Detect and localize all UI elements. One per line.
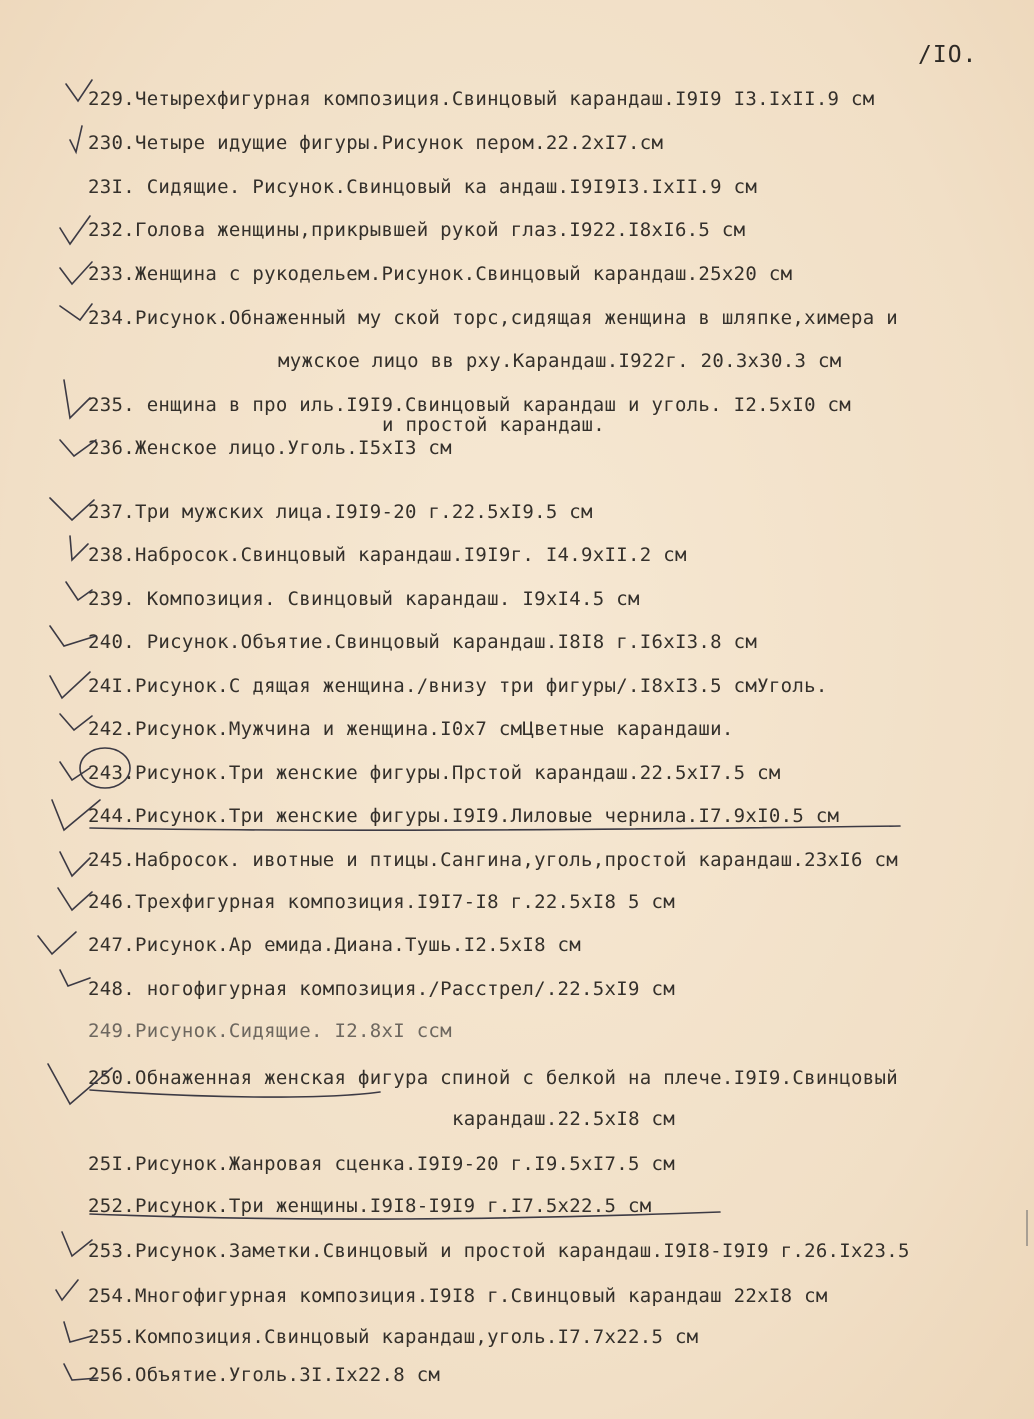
check-mark-icon — [58, 888, 92, 910]
page-number: /IO. — [918, 42, 978, 68]
check-mark-icon — [38, 932, 76, 954]
underline — [90, 1090, 380, 1097]
list-item: 243.Рисунок.Три женские фигуры.Прстой карандаш.22.5xI7.5 см — [88, 762, 781, 784]
list-item: 254.Многофигурная композиция.I9I8 г.Свинцовый карандаш 22xI8 см — [88, 1285, 828, 1307]
list-item-continuation: мужское лицо вв рху.Карандаш.I922г. 20.3x30.3 см — [278, 350, 842, 372]
check-mark-icon — [64, 380, 90, 418]
list-item: 237.Три мужских лица.I9I9-20 г.22.5xI9.5 см — [88, 501, 593, 523]
check-mark-icon — [56, 1280, 78, 1300]
list-item: 234.Рисунок.Обнаженный му ской торс,сидящая женщина в шляпке,химера и — [88, 307, 898, 329]
check-mark-icon — [70, 126, 82, 152]
list-item-continuation: карандаш.22.5xI8 см — [452, 1108, 676, 1130]
list-item: 232.Голова женщины,прикрывшей рукой глаз.I922.I8xI6.5 см — [88, 219, 746, 241]
list-item: 255.Композиция.Свинцовый карандаш,уголь.I7.7x22.5 см — [88, 1326, 699, 1348]
list-item: 247.Рисунок.Ар емида.Диана.Тушь.I2.5xI8 см — [88, 934, 582, 956]
list-item: 249.Рисунок.Сидящие. I2.8xI ссм — [88, 1020, 452, 1042]
list-item: 235. енщина в про иль.I9I9.Свинцовый карандаш и уголь. I2.5xI0 см — [88, 394, 852, 416]
margin-mark — [1026, 1210, 1028, 1246]
check-mark-icon — [60, 852, 90, 876]
list-item: 229.Четырехфигурная композиция.Свинцовый карандаш.I9I9 I3.IxII.9 см — [88, 88, 875, 110]
check-mark-icon — [60, 970, 90, 986]
list-item: 245.Набросок. ивотные и птицы.Сангина,уголь,простой карандаш.23xI6 см — [88, 849, 898, 871]
list-item: 240. Рисунок.Объятие.Свинцовый карандаш.I8I8 г.I6xI3.8 см — [88, 631, 758, 653]
list-item: 250.Обнаженная женская фигура спиной с белкой на плече.I9I9.Свинцовый — [88, 1067, 898, 1089]
list-item: 256.Объятие.Уголь.3I.Ix22.8 см — [88, 1364, 441, 1386]
check-mark-icon — [60, 762, 90, 780]
list-item: 242.Рисунок.Мужчина и женщина.I0x7 смЦветные карандаши. — [88, 718, 734, 740]
list-item: 236.Женское лицо.Уголь.I5xI3 см — [88, 437, 452, 459]
list-item: 230.Четыре идущие фигуры.Рисунок пером.22.2xI7.см — [88, 132, 664, 154]
list-item-insertion: и простой карандаш. — [382, 414, 606, 436]
list-item: 23I. Сидящие. Рисунок.Свинцовый ка андаш.I9I9I3.IxII.9 см — [88, 176, 758, 198]
list-item: 252.Рисунок.Три женщины.I9I8-I9I9 г.I7.5x22.5 см — [88, 1195, 652, 1217]
list-item: 24I.Рисунок.С дящая женщина./внизу три фигуры/.I8xI3.5 смУголь. — [88, 675, 828, 697]
check-mark-icon — [50, 672, 90, 698]
check-mark-icon — [70, 536, 88, 560]
list-item: 244.Рисунок.Три женские фигуры.I9I9.Лиловые чернила.I7.9xI0.5 см — [88, 805, 840, 827]
list-item: 246.Трехфигурная композиция.I9I7-I8 г.22.5xI8 5 см — [88, 891, 675, 913]
check-mark-icon — [60, 216, 90, 244]
list-item: 238.Набросок.Свинцовый карандаш.I9I9г. I4.9xII.2 см — [88, 544, 687, 566]
list-item: 233.Женщина с рукодельем.Рисунок.Свинцовый карандаш.25x20 см — [88, 263, 793, 285]
list-item: 248. ногофигурная композиция./Расстрел/.22.5xI9 см — [88, 978, 675, 1000]
list-item: 239. Композиция. Свинцовый карандаш. I9xI4.5 см — [88, 588, 640, 610]
list-item: 253.Рисунок.Заметки.Свинцовый и простой карандаш.I9I8-I9I9 г.26.Ix23.5 — [88, 1240, 910, 1262]
list-item: 25I.Рисунок.Жанровая сценка.I9I9-20 г.I9.5xI7.5 см — [88, 1153, 675, 1175]
